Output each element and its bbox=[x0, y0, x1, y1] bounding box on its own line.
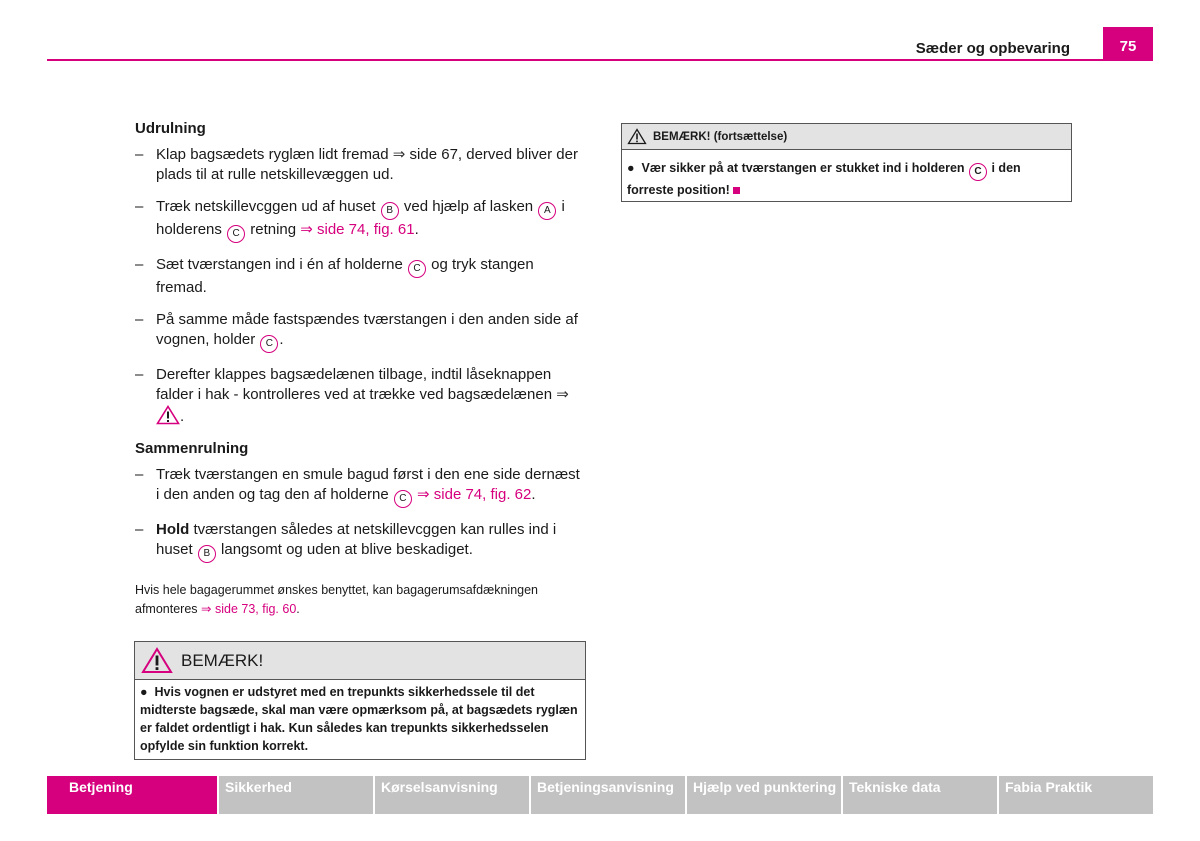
callout-a-icon: A bbox=[538, 202, 556, 220]
warning-body bbox=[135, 680, 585, 759]
callout-b-icon: B bbox=[381, 202, 399, 220]
list-dash: – bbox=[135, 466, 144, 483]
header-rule bbox=[47, 59, 1153, 61]
note-text: i den forreste position! bbox=[627, 161, 1021, 197]
warning-header bbox=[135, 642, 585, 680]
page-reference-link[interactable]: ⇒ side 73, fig. 60 bbox=[201, 602, 297, 616]
list-dash: – bbox=[135, 256, 144, 273]
bullet-icon: ● bbox=[140, 685, 148, 699]
note-continued-box bbox=[621, 123, 1072, 202]
list-item bbox=[135, 310, 585, 353]
tab-betjeningsanvisning[interactable]: Betjeningsanvisning bbox=[531, 776, 685, 814]
tab-tekniske-data[interactable]: Tekniske data bbox=[843, 776, 997, 814]
cover-removal-paragraph bbox=[135, 581, 585, 619]
page-number: 75 bbox=[1103, 27, 1153, 60]
sammenrulning-steps bbox=[135, 465, 585, 563]
callout-c-icon: C bbox=[227, 225, 245, 243]
bullet-icon: ● bbox=[627, 161, 635, 175]
tab-fabia-praktik[interactable]: Fabia Praktik bbox=[999, 776, 1153, 814]
list-item bbox=[135, 145, 585, 185]
step-text: Klap bagsædets ryglæn lidt fremad bbox=[156, 146, 393, 163]
chapter-title: Sæder og opbevaring bbox=[915, 40, 1070, 57]
step-text: side 67, derved bliver der plads til at rulle netskillevæggen ud. bbox=[156, 146, 578, 183]
step-keyword: Hold bbox=[156, 521, 190, 538]
main-column bbox=[135, 119, 585, 619]
list-item bbox=[135, 465, 585, 508]
warning-triangle-icon bbox=[141, 647, 173, 674]
note-title: BEMÆRK! (fortsættelse) bbox=[653, 130, 788, 143]
step-text: og tryk stangen fremad. bbox=[156, 256, 534, 296]
step-text: ved hjælp af lasken bbox=[399, 198, 538, 215]
list-dash: – bbox=[135, 146, 144, 163]
tab-hjaelp-ved-punktering[interactable]: Hjælp ved punktering bbox=[687, 776, 841, 814]
step-text: . bbox=[279, 331, 284, 348]
warning-title: BEMÆRK! bbox=[181, 650, 264, 670]
tab-betjening[interactable]: Betjening bbox=[47, 776, 217, 814]
list-item bbox=[135, 197, 585, 243]
callout-c-icon: C bbox=[260, 335, 278, 353]
list-dash: – bbox=[135, 521, 144, 538]
list-item bbox=[135, 255, 585, 298]
note-header bbox=[622, 124, 1071, 150]
section-heading-udrulning: Udrulning bbox=[135, 120, 206, 137]
note-body bbox=[622, 150, 1071, 201]
callout-c-icon: C bbox=[408, 260, 426, 278]
step-text: . bbox=[180, 408, 185, 425]
list-dash: – bbox=[135, 366, 144, 383]
step-text: Træk netskillevcggen ud af huset bbox=[156, 198, 380, 215]
step-text: På samme måde fastspændes tværstangen i den anden side af vognen, holder bbox=[156, 311, 578, 348]
note-text: Vær sikker på at tværstangen er stukket ind i holderen bbox=[641, 161, 969, 175]
step-text: langsomt og uden at blive beskadiget. bbox=[216, 541, 473, 558]
warning-triangle-icon[interactable] bbox=[156, 405, 180, 425]
list-item bbox=[135, 520, 585, 563]
page-reference-link[interactable]: ⇒ side 74, fig. 62 bbox=[412, 486, 532, 503]
end-marker-icon bbox=[733, 187, 740, 194]
tab-korselsanvisning[interactable]: Kørselsanvisning bbox=[375, 776, 529, 814]
list-item bbox=[135, 365, 585, 427]
chapter-tabs bbox=[47, 776, 1153, 814]
paragraph-text: . bbox=[296, 602, 300, 616]
section-heading-sammenrulning: Sammenrulning bbox=[135, 440, 249, 457]
warning-triangle-icon bbox=[627, 128, 647, 145]
paragraph-text: Hvis hele bagagerummet ønskes benyttet, kan bagagerumsafdækningen afmonteres bbox=[135, 583, 539, 616]
arrow-icon: ⇒ bbox=[392, 146, 406, 163]
warning-text: Hvis vognen er udstyret med en trepunkts sikkerhedssele til det midterste bagsæde, skal man være opmærksom på, at bagsædets ryglæn er faldet ordentligt i hak. Kun således kan trepunkts sikkerhedsselen opfylde sin funktion korrekt. bbox=[140, 685, 578, 753]
step-text: retning bbox=[246, 221, 301, 238]
callout-c-icon: C bbox=[969, 163, 987, 181]
step-text: . bbox=[414, 221, 419, 238]
udrulning-steps bbox=[135, 145, 585, 427]
step-text: . bbox=[531, 486, 536, 503]
arrow-icon: ⇒ bbox=[556, 386, 569, 403]
step-text: Derefter klappes bagsædelænen tilbage, indtil låseknappen falder i hak - kontrolleres ved at trække ved bagsædelænen bbox=[156, 366, 557, 403]
list-dash: – bbox=[135, 311, 144, 328]
step-text: i holderens bbox=[156, 198, 565, 238]
tab-sikkerhed[interactable]: Sikkerhed bbox=[219, 776, 373, 814]
step-text: Træk tværstangen en smule bagud først i den ene side dernæst i den anden og tag den af holderne bbox=[156, 466, 580, 503]
page-reference-link[interactable]: ⇒ side 74, fig. 61 bbox=[300, 221, 415, 238]
step-text: Sæt tværstangen ind i én af holderne bbox=[156, 256, 407, 273]
warning-box bbox=[134, 641, 586, 760]
callout-b-icon: B bbox=[198, 545, 216, 563]
list-dash: – bbox=[135, 198, 144, 215]
callout-c-icon: C bbox=[394, 490, 412, 508]
step-text: tværstangen således at netskillevcggen kan rulles ind i huset bbox=[156, 521, 557, 558]
